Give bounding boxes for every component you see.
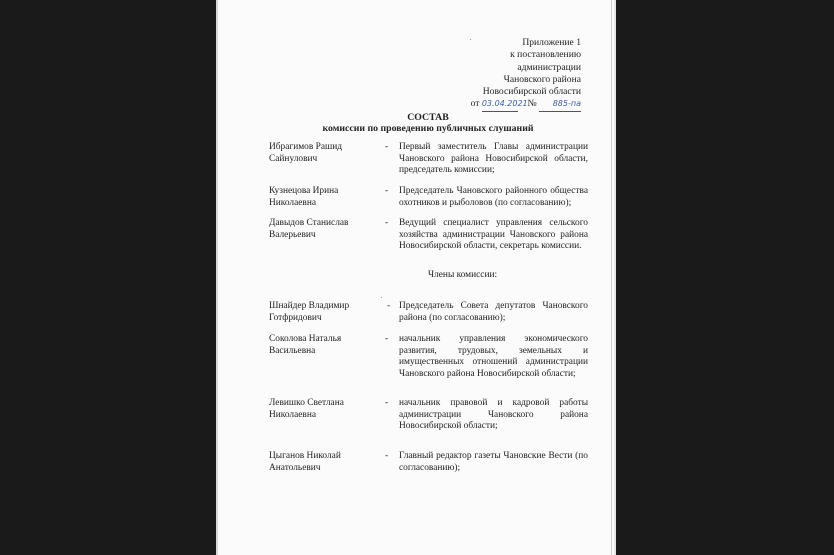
appendix-date-line — [431, 98, 581, 111]
person-position: Главный редактор газеты Чановские Вести (по согласованию); — [399, 451, 588, 473]
person-name: Левишко Светлана Николаевна — [269, 398, 344, 420]
date-prefix: от — [470, 98, 480, 110]
dash-separator: - — [385, 186, 389, 196]
dash-separator: - — [385, 218, 389, 228]
appendix-line-4: Чановского района — [503, 73, 581, 85]
document-subtitle: комиссии по проведению публичных слушаний — [322, 123, 534, 134]
handwritten-number: 885-па — [539, 98, 581, 111]
person-position: начальник управления экономического развития, трудовых, земельных и имущественных отношений администрации Чановского района Новосибирской области; — [399, 334, 588, 379]
person-position: Первый заместитель Главы администрации Чановского района Новосибирской области, председатель комиссии; — [399, 142, 588, 176]
appendix-line-5: Новосибирской области — [482, 86, 581, 98]
person-name: Ибрагимов Рашид Сайнулович — [269, 142, 343, 164]
members-heading: Члены комиссии: — [428, 270, 498, 280]
scan-speck — [381, 297, 382, 298]
dash-separator: - — [385, 451, 389, 461]
person-name: Соколова Наталья Васильевна — [269, 334, 342, 356]
person-position: начальник правовой и кадровой работы администрации Чановского района Новосибирской области; — [399, 398, 588, 432]
appendix-line-1: Приложение 1 — [522, 37, 581, 48]
person-position: Председатель Совета депутатов Чановского района (по согласованию); — [399, 301, 588, 323]
appendix-line-2: к постановлению — [510, 49, 581, 61]
scan-speck — [470, 39, 471, 40]
dash-separator: - — [385, 334, 389, 344]
dash-separator: - — [385, 398, 389, 408]
dash-separator: - — [385, 142, 389, 152]
appendix-line-3: администрации — [517, 61, 581, 73]
dash-separator: - — [387, 301, 391, 311]
handwritten-date: 03.04.2021 — [482, 98, 518, 111]
person-position: Ведущий специалист управления сельского хозяйства администрации Чановского района Новосибирской области, секретарь комиссии. — [399, 218, 588, 252]
document-title: СОСТАВ — [407, 112, 449, 123]
appendix-header — [431, 37, 581, 112]
person-name: Кузнецова Ирина Николаевна — [269, 186, 339, 208]
number-prefix: № — [527, 98, 537, 110]
person-name: Цыганов Николай Анатольевич — [269, 451, 341, 473]
person-name: Давыдов Станислав Валерьевич — [269, 218, 349, 240]
document-page — [216, 0, 616, 555]
person-name: Шнайдер Владимир Готфридович — [269, 301, 350, 323]
person-position: Председатель Чановского районного общества охотников и рыболовов (по согласованию); — [399, 186, 588, 208]
